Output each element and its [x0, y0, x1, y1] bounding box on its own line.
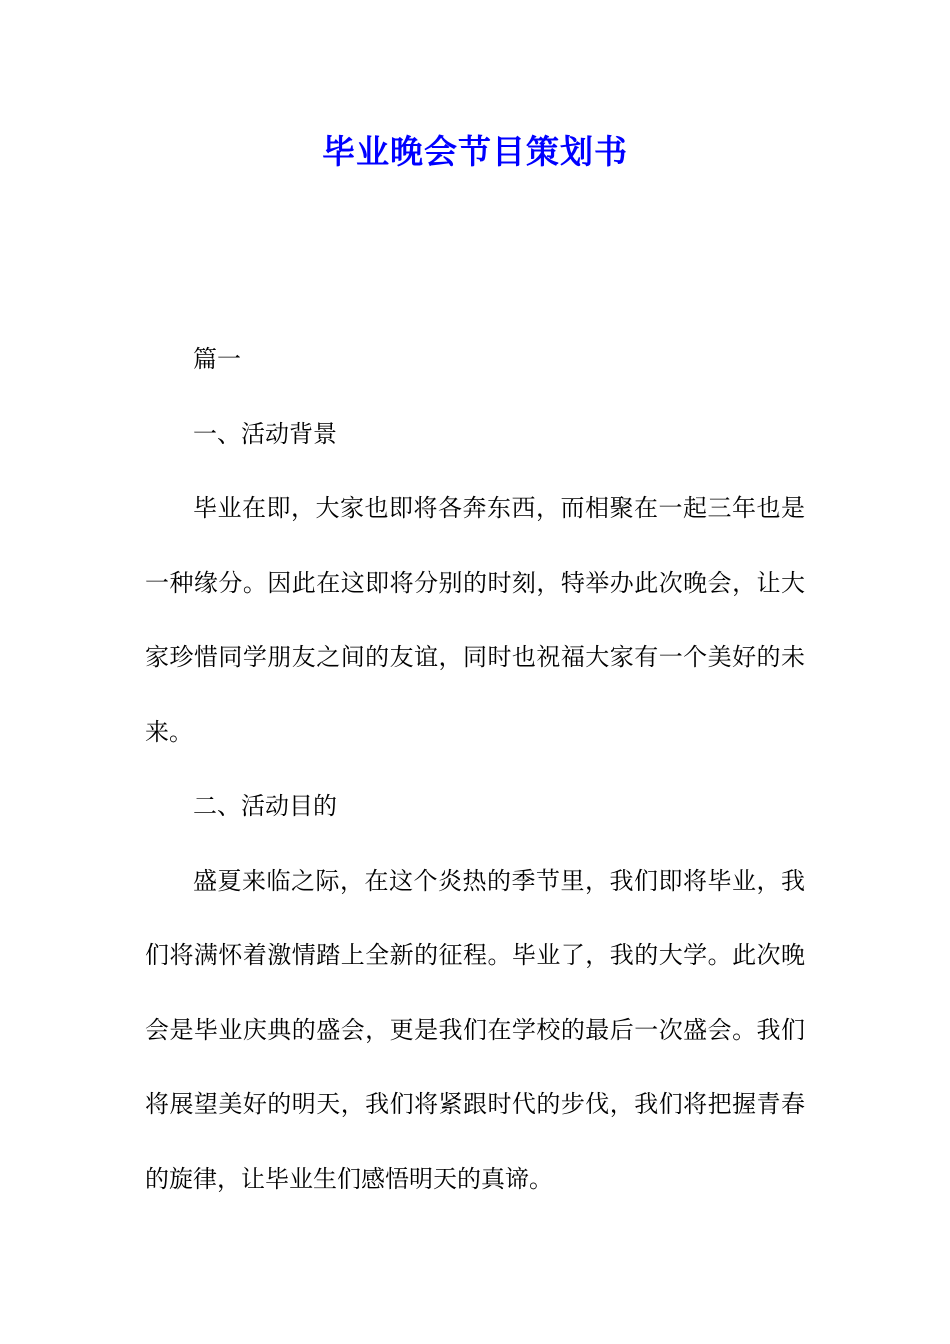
document-body: [145, 322, 805, 1216]
text-line: 们将满怀着激情踏上全新的征程。毕业了，我的大学。此次晚: [145, 941, 805, 969]
text-line: 的旋律，让毕业生们感悟明天的真谛。: [145, 1164, 553, 1193]
text-line: 将展望美好的明天，我们将紧跟时代的步伐，我们将把握青春: [145, 1090, 805, 1118]
text-line: 一种缘分。因此在这即将分别的时刻，特举办此次晚会，让大: [145, 568, 805, 597]
text-line: 篇一: [193, 345, 241, 373]
text-line: 会是毕业庆典的盛会，更是我们在学校的最后一次盛会。我们: [145, 1015, 805, 1044]
text-line: 一、活动背景: [193, 419, 337, 448]
text-line: 来。: [145, 717, 193, 746]
text-line: 毕业在即，大家也即将各奔东西，而相聚在一起三年也是: [193, 494, 805, 522]
document-title: 毕业晚会节目策划书: [322, 132, 628, 171]
text-line: 盛夏来临之际，在这个炎热的季节里，我们即将毕业，我: [193, 866, 805, 895]
text-line: 家珍惜同学朋友之间的友谊，同时也祝福大家有一个美好的未: [145, 643, 805, 671]
text-line: 二、活动目的: [193, 792, 337, 820]
